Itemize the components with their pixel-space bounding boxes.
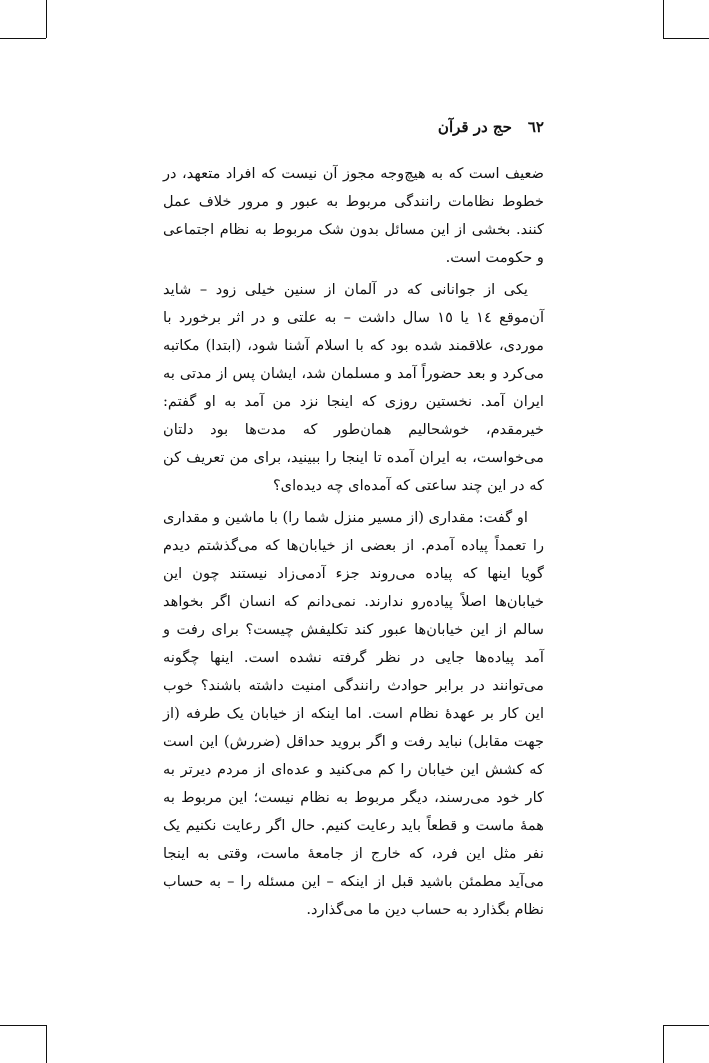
paragraph-2: یکی از جوانانی که در آلمان از سنین خیلی زود – شاید آن‌موقع ١٤ یا ١٥ سال داشت – به علتی و در اثر برخورد با موردی، علاقمند شده بود که با اسلام آشنا شود، (ابتدا) مکاتبه می‌کرد و بعد حضوراً آمد و مسلمان شد، ایشان پس از مدتی به ایران آمد. نخستین روزی که اینجا نزد من آمد به او گفتم: خیرمقدم، خوشحالیم همان‌طور که مدت‌ها بود دلتان می‌خواست، به ایران آمده تا اینجا را ببینید، برای من تعریف کن که در این چند ساعتی که آمده‌ای چه دیده‌ای؟	[163, 281, 544, 494]
crop-mark-top-left	[0, 38, 46, 39]
book-title: حج در قرآن	[437, 118, 512, 136]
page-number: ٦٢	[527, 118, 544, 136]
crop-mark-bottom-right-vertical	[663, 1025, 664, 1063]
running-head	[344, 118, 544, 136]
crop-mark-top-right-vertical	[663, 0, 664, 38]
crop-mark-bottom-left	[0, 1025, 46, 1026]
body-text	[163, 160, 544, 924]
paragraph-3: او گفت: مقداری (از مسیر منزل شما را) با ماشین و مقداری را تعمداً پیاده آمدم. از بعضی از خیابان‌ها که می‌گذشتم دیدم گویا اینها که پیاده می‌روند جزء آدمی‌زاد نیستند چون این خیابان‌ها اصلاً پیاده‌رو ندارند. نمی‌دانم که انسان اگر بخواهد سالم از این خیابان‌ها عبور کند تکلیفش چیست؟ برای رفت و آمد پیاده‌ها جایی در نظر گرفته نشده است. اینها چگونه می‌توانند در برابر حوادث رانندگی امنیت داشته باشند؟ خوب این کار بر عهدهٔ نظام است. اما اینکه از خیابان یک طرفه (از جهت مقابل) نباید رفت و اگر بروید حداقل (ضررش) این است که کشش این خیابان را کم می‌کنید و عده‌ای از مردم دیرتر به کار خود می‌رسند، دیگر مربوط به نظام نیست؛ این مربوط به همهٔ ماست و قطعاً باید رعایت کنیم. حال اگر رعایت نکنیم یک نفر مثل این فرد، که خارج از جامعهٔ ماست، وقتی به اینجا می‌آید مطمئن باشید قبل از اینکه – این مسئله را – به حساب نظام بگذارد به حساب دین ما می‌گذارد.	[163, 509, 544, 918]
paragraph-1: ضعیف است که به هیچ‌وجه مجوز آن نیست که افراد متعهد، در خطوط نظامات رانندگی مربوط به عبور و مرور خلاف عمل کنند. بخشی از این مسائل بدون شک مربوط به نظام اجتماعی و حکومت است.	[163, 165, 544, 266]
crop-mark-top-left-vertical	[46, 0, 47, 38]
crop-mark-bottom-right	[663, 1025, 709, 1026]
crop-mark-top-right	[663, 38, 709, 39]
crop-mark-bottom-left-vertical	[46, 1025, 47, 1063]
